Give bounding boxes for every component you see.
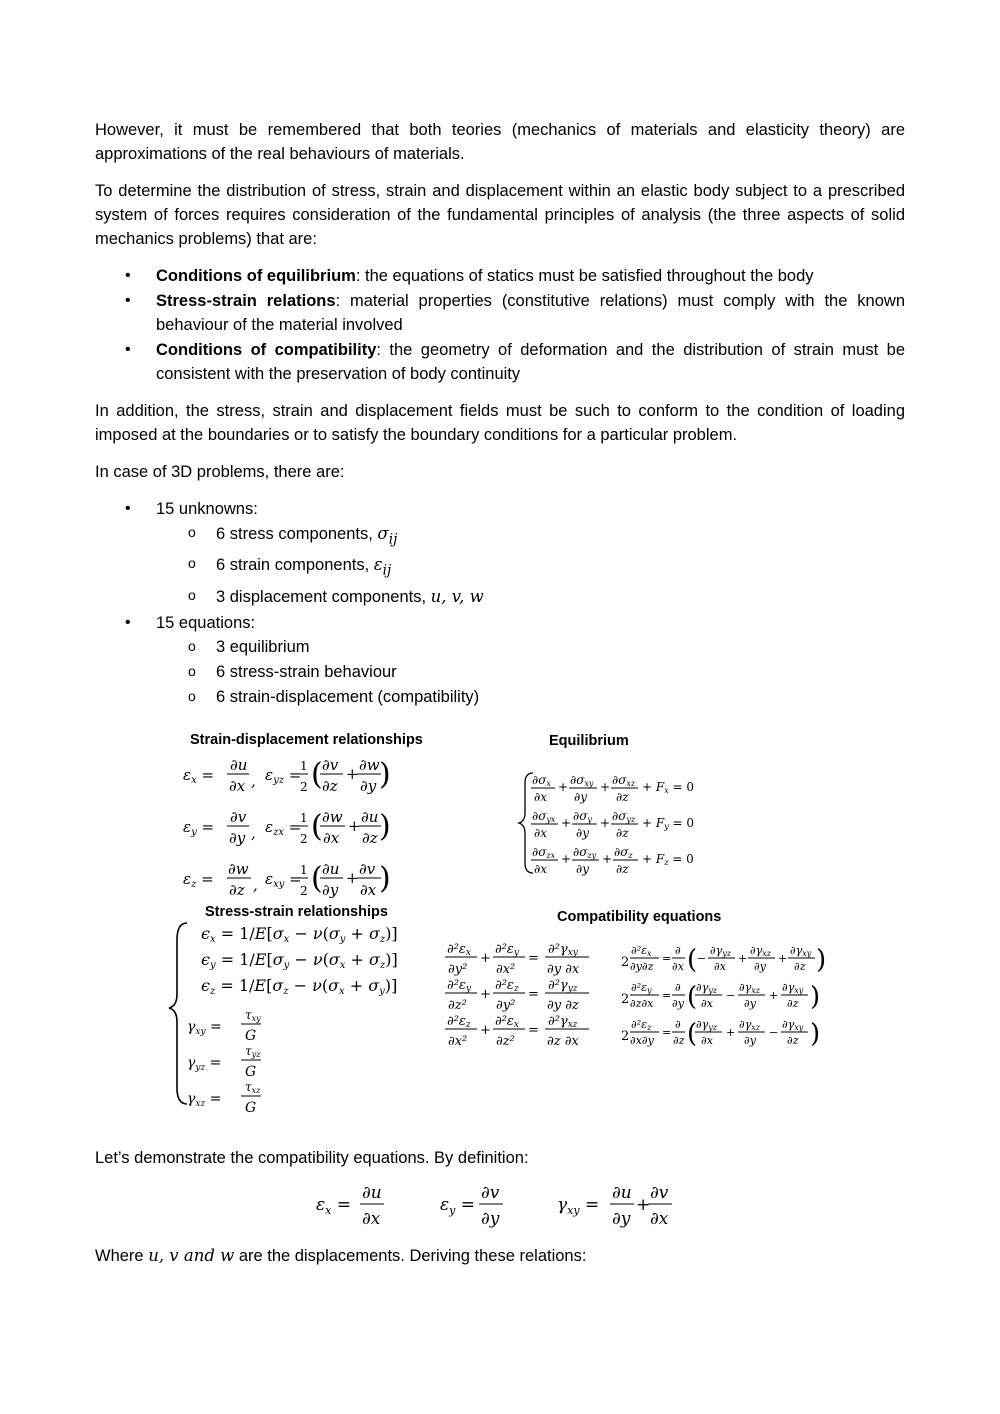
svg-text:∂σzx: ∂σzx — [532, 845, 556, 860]
svg-text:∂σz: ∂σz — [614, 845, 633, 860]
svg-text:): ) — [379, 809, 391, 844]
svg-text:): ) — [379, 861, 391, 896]
svg-text:εxy =: $\varepsilon_{xy}$ = — [265, 870, 302, 890]
equations-drawing — [165, 728, 837, 1116]
svg-text:∂x: ∂x — [534, 862, 547, 876]
principles-list — [95, 264, 905, 386]
svg-text:∂y: ∂y — [481, 1209, 500, 1229]
svg-text:+ Fy = 0: + Fy = 0 — [642, 816, 695, 831]
svg-text:∂σyz: ∂σyz — [612, 809, 636, 824]
svg-text:∂x: ∂x — [323, 829, 340, 847]
svg-text:τyz: τyz — [245, 1044, 261, 1059]
svg-text:∂²εx: ∂²εx — [495, 1014, 519, 1030]
svg-text:∂u: ∂u — [612, 1183, 632, 1203]
svg-text:∂w: ∂w — [359, 756, 380, 774]
svg-text:=: = — [662, 952, 672, 965]
svg-text:ϵx = 1/E[σx − ν(σy + σz)]: ϵx = 1/E[σx − ν(σy + σz)] — [201, 924, 398, 945]
svg-text:εyz =: $\varepsilon_{yz}$ = — [265, 766, 302, 786]
unknowns-label: 15 unknowns: — [156, 500, 258, 518]
svg-text:,: , — [253, 876, 258, 894]
strain-displacement-title: Strain-displacement relationships — [190, 732, 423, 748]
svg-text:∂z: ∂z — [616, 790, 629, 804]
svg-text:∂x: ∂x — [650, 1209, 669, 1229]
svg-text:∂²εz: ∂²εz — [447, 1014, 471, 1030]
list-item — [156, 584, 905, 610]
svg-text:2: 2 — [621, 1029, 630, 1044]
svg-text:∂x: ∂x — [701, 997, 713, 1010]
svg-text:+: + — [636, 1195, 651, 1215]
svg-text:γxy =: $\gamma_{xy}$ = — [557, 1195, 600, 1217]
svg-text:∂z: ∂z — [794, 960, 806, 973]
item-text: 6 strain components, — [216, 556, 374, 575]
svg-text:∂γxy: ∂γxy — [782, 981, 804, 995]
svg-text:∂²εz: ∂²εz — [631, 1018, 652, 1032]
svg-text:+: + — [346, 765, 359, 783]
svg-text:∂u: ∂u — [230, 756, 248, 774]
svg-text:+: + — [348, 817, 361, 835]
svg-text:∂z ∂x: ∂z ∂x — [547, 1034, 579, 1049]
svg-text:∂σzy: ∂σzy — [573, 845, 597, 860]
svg-text:2: 2 — [300, 832, 308, 846]
svg-text:G: G — [245, 1028, 257, 1044]
svg-text:∂w: ∂w — [228, 860, 249, 878]
svg-text:(: ( — [687, 1019, 698, 1049]
svg-text:∂v: ∂v — [650, 1183, 669, 1203]
list-item — [156, 552, 905, 583]
stress-strain-equations — [169, 923, 398, 1116]
svg-text:∂σy: ∂σy — [573, 809, 592, 824]
svg-text:∂x: ∂x — [534, 790, 547, 804]
math-symbol: ε — [373, 555, 383, 575]
svg-text:∂y: ∂y — [744, 997, 756, 1010]
svg-text:): ) — [816, 945, 827, 975]
principle-text: : material properties (constitutive relations) must comply with the known behaviour of the material involved — [156, 292, 905, 334]
svg-text:ϵy = 1/E[σy − ν(σx + σz)]: ϵy = 1/E[σy − ν(σx + σz)] — [201, 950, 398, 971]
svg-text:,: , — [251, 824, 256, 842]
list-item — [156, 521, 905, 552]
svg-text:∂z: ∂z — [673, 1034, 685, 1047]
svg-text:+: + — [778, 952, 788, 965]
svg-text:∂y: ∂y — [672, 997, 684, 1010]
item-text: 6 stress components, — [216, 525, 378, 543]
svg-text:γxz =: $\gamma_{xz}$ = — [187, 1091, 222, 1109]
svg-text:∂x: ∂x — [701, 1034, 713, 1047]
svg-text:∂σx: ∂σx — [532, 773, 551, 788]
svg-text:=: = — [662, 1026, 672, 1039]
svg-text:∂y: ∂y — [574, 790, 587, 804]
list-item: o 6 stress-strain behaviour — [156, 660, 905, 685]
svg-text:+: + — [561, 852, 572, 866]
svg-text:∂y: ∂y — [576, 862, 589, 876]
svg-text:εzx =: $\varepsilon_{zx}$ = — [265, 818, 302, 838]
svg-text:∂z: ∂z — [229, 881, 245, 899]
svg-text:∂y: ∂y — [360, 777, 377, 795]
principle-text: : the equations of statics must be satisfied throughout the body — [355, 267, 814, 285]
svg-text:1: 1 — [300, 811, 308, 825]
math-subscript: ij — [382, 562, 392, 579]
compatibility-title: Compatibility equations — [557, 909, 722, 925]
svg-text:∂x: ∂x — [672, 960, 684, 973]
svg-text:∂x: ∂x — [229, 777, 246, 795]
equations-label: 15 equations: — [156, 613, 256, 632]
svg-text:∂γxy: ∂γxy — [782, 1018, 804, 1032]
svg-text:∂x: ∂x — [362, 1209, 381, 1229]
list-item — [95, 264, 905, 288]
svg-text:2: 2 — [300, 780, 308, 794]
svg-text:∂x: ∂x — [714, 960, 726, 973]
svg-text:=: = — [662, 989, 672, 1002]
list-item-unknowns — [95, 497, 905, 610]
svg-text:∂z: ∂z — [616, 862, 629, 876]
demo-intro: Let’s demonstrate the compatibility equations. By definition: — [95, 1149, 529, 1167]
svg-text:∂y²: ∂y² — [448, 962, 468, 977]
svg-text:εz =: $\varepsilon_z$ = — [183, 870, 214, 890]
unknowns-sublist — [156, 521, 905, 610]
definition-equations — [0, 1180, 1000, 1230]
svg-text:∂y ∂z: ∂y ∂z — [547, 998, 579, 1013]
svg-text:εx =: $\varepsilon_x$ = — [183, 766, 215, 786]
where-prefix: Where — [95, 1247, 149, 1265]
equilibrium-title: Equilibrium — [549, 733, 629, 749]
svg-text:εx =: $\varepsilon_x$ = — [316, 1195, 351, 1217]
svg-text:G: G — [245, 1100, 257, 1116]
svg-text:2: 2 — [300, 884, 308, 898]
list-item — [95, 338, 905, 386]
svg-text:=: = — [528, 1023, 539, 1038]
counts-list — [95, 497, 905, 710]
svg-text:γyz =: $\gamma_{yz}$ = — [187, 1055, 222, 1073]
svg-text:∂y∂z: ∂y∂z — [630, 960, 654, 973]
svg-text:∂²εy: ∂²εy — [447, 978, 472, 994]
equations-sublist — [156, 635, 905, 710]
item-text: 3 displacement components, — [216, 587, 431, 606]
svg-text:∂v: ∂v — [230, 808, 247, 826]
svg-text:1: 1 — [300, 759, 308, 773]
svg-text:∂x²: ∂x² — [448, 1034, 468, 1049]
svg-text:): ) — [810, 982, 821, 1012]
svg-text:∂u: ∂u — [322, 860, 340, 878]
list-item-equations — [95, 611, 905, 710]
definition-equations-drawing — [0, 1180, 1000, 1230]
svg-text:∂y ∂x: ∂y ∂x — [547, 962, 580, 977]
svg-text:+: + — [346, 869, 359, 887]
svg-text:∂²εx: ∂²εx — [447, 942, 471, 958]
svg-text:∂z: ∂z — [616, 826, 629, 840]
svg-text:+ Fx = 0: + Fx = 0 — [642, 780, 695, 795]
svg-text:): ) — [379, 757, 391, 792]
compatibility-equations-right — [621, 944, 826, 1049]
svg-text:2: 2 — [621, 992, 630, 1007]
svg-text:∂σxy: ∂σxy — [570, 773, 594, 788]
svg-text:∂v: ∂v — [481, 1183, 500, 1203]
svg-text:2: 2 — [621, 955, 630, 970]
svg-text:εy =: $\varepsilon_y$ = — [440, 1195, 475, 1217]
math-symbol: u, v, w — [430, 586, 484, 606]
svg-text:+: + — [726, 1026, 736, 1039]
svg-text:∂: ∂ — [675, 944, 681, 957]
svg-text:+: + — [561, 816, 572, 830]
svg-text:,: , — [251, 772, 256, 790]
svg-text:(: ( — [687, 982, 698, 1012]
svg-text:τxy: τxy — [245, 1008, 261, 1023]
svg-text:γxy =: $\gamma_{xy}$ = — [187, 1019, 222, 1037]
where-suffix: are the displacements. Deriving these relations: — [234, 1247, 587, 1265]
svg-text:(: ( — [687, 945, 698, 975]
svg-text:∂: ∂ — [675, 1018, 681, 1031]
svg-text:∂²γxy: ∂²γxy — [548, 942, 578, 958]
svg-text:τxz: τxz — [245, 1080, 261, 1095]
svg-text:+: + — [480, 951, 491, 966]
svg-text:∂γxz: ∂γxz — [739, 1018, 760, 1032]
svg-text:∂z²: ∂z² — [496, 1034, 515, 1049]
svg-text:∂z: ∂z — [322, 777, 338, 795]
principle-text: : the geometry of deformation and the distribution of strain must be consistent with the preservation of body continuity — [156, 341, 905, 383]
svg-text:∂z²: ∂z² — [448, 998, 467, 1013]
svg-text:∂²εy: ∂²εy — [495, 942, 520, 958]
svg-text:=: = — [528, 987, 539, 1002]
svg-text:+: + — [600, 816, 611, 830]
svg-text:∂σyx: ∂σyx — [532, 809, 556, 824]
svg-text:): ) — [810, 1019, 821, 1049]
svg-text:∂y: ∂y — [612, 1209, 631, 1229]
svg-text:∂z∂x: ∂z∂x — [630, 997, 654, 1010]
svg-text:−: − — [726, 989, 736, 1002]
svg-text:1: 1 — [300, 863, 308, 877]
compatibility-equations-left — [445, 942, 589, 1049]
principle-term: Conditions of compatibility — [156, 341, 377, 359]
svg-text:∂u: ∂u — [361, 808, 379, 826]
svg-text:ϵz = 1/E[σz − ν(σx + σy)]: ϵz = 1/E[σz − ν(σx + σy)] — [201, 976, 398, 997]
svg-text:∂y²: ∂y² — [496, 998, 516, 1013]
svg-text:∂y: ∂y — [744, 1034, 756, 1047]
paragraph-principles-intro: To determine the distribution of stress, strain and displacement within an elastic body subject to a prescribed system of forces requires consideration of the fundamental principles of analysis (the three aspects of solid mechanics problems) that are: — [95, 182, 905, 248]
svg-text:∂z: ∂z — [362, 829, 378, 847]
equations-figure — [165, 728, 837, 1116]
list-item: o 6 strain-displacement (compatibility) — [156, 685, 905, 710]
svg-text:−: − — [697, 952, 707, 965]
svg-text:(: ( — [311, 757, 323, 792]
math-symbol: σ — [377, 524, 389, 543]
paragraph-boundary-conditions: In addition, the stress, strain and displacement fields must be such to conform to the condition of loading imposed at the boundaries or to satisfy the boundary conditions for a particular problem. — [95, 402, 905, 444]
svg-text:∂γyz: ∂γyz — [710, 944, 731, 958]
svg-text:+: + — [480, 987, 491, 1002]
list-item — [95, 289, 905, 337]
svg-text:∂γxz: ∂γxz — [739, 981, 760, 995]
svg-text:+: + — [769, 989, 779, 1002]
svg-text:∂y: ∂y — [322, 881, 339, 899]
svg-text:∂y: ∂y — [229, 829, 246, 847]
svg-text:∂x∂y: ∂x∂y — [630, 1034, 654, 1047]
svg-text:∂γxz: ∂γxz — [750, 944, 771, 958]
svg-text:=: = — [528, 951, 539, 966]
equilibrium-equations — [519, 773, 694, 876]
list-item: o 3 equilibrium — [156, 635, 905, 660]
demo-where — [95, 1244, 586, 1268]
svg-text:∂w: ∂w — [322, 808, 343, 826]
svg-text:∂²εy: ∂²εy — [631, 981, 652, 995]
svg-text:∂: ∂ — [675, 981, 681, 994]
svg-text:+ Fz = 0: + Fz = 0 — [642, 852, 694, 867]
svg-text:∂²εx: ∂²εx — [631, 944, 652, 958]
svg-text:∂v: ∂v — [359, 860, 376, 878]
svg-text:+: + — [558, 780, 569, 794]
svg-text:∂γyz: ∂γyz — [696, 981, 717, 995]
strain-displacement-equations — [183, 756, 391, 899]
svg-text:∂γyz: ∂γyz — [696, 1018, 717, 1032]
svg-text:∂σxz: ∂σxz — [612, 773, 636, 788]
principle-term: Stress-strain relations — [156, 292, 336, 310]
svg-text:εy =: $\varepsilon_y$ = — [183, 818, 215, 838]
principle-term: Conditions of equilibrium — [156, 267, 356, 285]
svg-text:∂x: ∂x — [360, 881, 377, 899]
svg-text:∂γxy: ∂γxy — [790, 944, 812, 958]
svg-text:∂x: ∂x — [534, 826, 547, 840]
svg-text:∂y: ∂y — [754, 960, 766, 973]
svg-text:∂²γxz: ∂²γxz — [548, 1014, 578, 1030]
document-page — [95, 118, 905, 723]
math-subscript: ij — [388, 531, 398, 548]
svg-text:∂v: ∂v — [322, 756, 339, 774]
svg-text:∂²γyz: ∂²γyz — [548, 978, 578, 994]
paragraph-approximation: However, it must be remembered that both teories (mechanics of materials and elasticity theory) are approximations of the real behaviours of materials. — [95, 121, 905, 163]
svg-text:∂u: ∂u — [362, 1183, 382, 1203]
svg-text:(: ( — [311, 861, 323, 896]
svg-text:(: ( — [311, 809, 323, 844]
stress-strain-title: Stress-strain relationships — [205, 904, 388, 920]
svg-text:+: + — [738, 952, 748, 965]
paragraph-3d-problems: In case of 3D problems, there are: — [95, 463, 345, 481]
svg-text:G: G — [245, 1064, 257, 1080]
svg-text:+: + — [600, 780, 611, 794]
svg-text:+: + — [602, 852, 613, 866]
svg-text:∂z: ∂z — [787, 997, 799, 1010]
svg-text:−: − — [769, 1026, 779, 1039]
where-variables: u, v and w — [148, 1246, 235, 1265]
svg-text:∂y: ∂y — [576, 826, 589, 840]
svg-text:∂x²: ∂x² — [496, 962, 516, 977]
svg-text:∂z: ∂z — [787, 1034, 799, 1047]
svg-text:∂²εz: ∂²εz — [495, 978, 519, 994]
svg-text:+: + — [480, 1023, 491, 1038]
